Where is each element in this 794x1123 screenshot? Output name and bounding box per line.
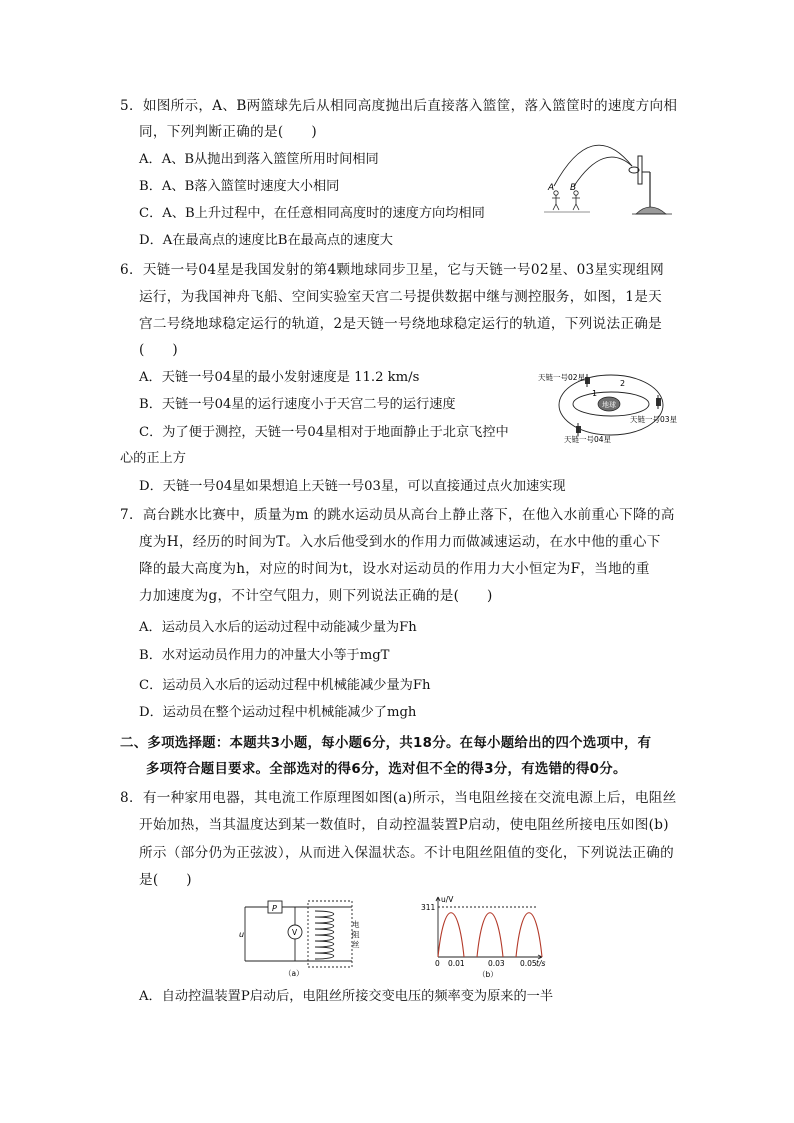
q8-axis-y-label: u/V <box>441 895 454 904</box>
q5-option-a: A．A、B从抛出到落入篮筐所用时间相同 <box>139 152 379 167</box>
q8-stem-line1: 8．有一种家用电器，其电流工作原理图如图(a)所示，当电阻丝接在交流电源上后，电阻丝 <box>120 790 677 806</box>
q6-option-b: B．天链一号04星的运行速度小于天宫二号的运行速度 <box>139 397 456 412</box>
q5-option-b: B．A、B落入篮筐时速度大小相同 <box>139 179 340 194</box>
q7-stem-line3: 降的最大高度为h，对应的时间为t，设水对运动员的作用力大小恒定为F，当地的重 <box>139 561 650 577</box>
q7-stem-line1: 7．高台跳水比赛中，质量为m 的跳水运动员从高台上静止落下，在他入水前重心下降的高 <box>120 507 675 523</box>
q8-stem-line3: 所示（部分仍为正弦波），从而进入保温状态。不计电阻丝阻值的变化，下列说法正确的 <box>139 845 675 861</box>
q8-caption-b: （b） <box>478 970 498 979</box>
q5-stem-line1: 5．如图所示，A、B两篮球先后从相同高度抛出后直接落入篮筐，落入篮筐时的速度方向相 <box>120 98 678 114</box>
q7-option-b: B．水对运动员作用力的冲量大小等于mgT <box>139 648 390 663</box>
q6-option-c-cont: 心的正上方 <box>120 451 186 466</box>
q5-basketball-figure <box>532 146 682 226</box>
q8-tick-003: 0.03 <box>488 959 505 968</box>
q8-label-voltmeter: V <box>292 928 298 937</box>
q8-stem-line2: 开始加热，当其温度达到某一数值时，自动控温装置P启动，使电阻丝所接电压如图(b) <box>139 817 669 833</box>
q7-stem-line4: 力加速度为g，不计空气阻力，则下列说法正确的是( ) <box>139 588 493 604</box>
q6-stem-line4: ( ) <box>139 342 178 358</box>
q8-peak-label: 311 <box>421 903 436 912</box>
q7-option-a: A．运动员入水后的运动过程中动能减少量为Fh <box>139 620 417 635</box>
q6-label-sat-03: 天链一号03星 <box>630 415 678 424</box>
q8-label-resistor-3: 丝 <box>352 940 360 949</box>
section2-header-line1: 二、多项选择题：本题共3小题，每小题6分，共18分。在每小题给出的四个选项中，有 <box>120 736 652 751</box>
q8-tick-005: 0.05 <box>520 959 537 968</box>
q6-label-orbit-1: 1 <box>592 389 598 398</box>
q8-label-resistor-2: 阻 <box>352 930 360 939</box>
q6-option-c: C．为了便于测控，天链一号04星相对于地面静止于北京飞控中 <box>139 425 509 440</box>
q5-stem-line2: 同，下列判断正确的是( ) <box>139 124 317 140</box>
q8-waveform-figure <box>420 893 550 979</box>
q6-label-sat-04: 天链一号04星 <box>564 435 612 444</box>
q6-label-orbit-2: 2 <box>620 379 626 388</box>
q7-option-c: C．运动员入水后的运动过程中机械能减少量为Fh <box>139 678 431 693</box>
section2-header-line2: 多项符合题目要求。全部选对的得6分，选对但不全的得3分，有选错的得0分。 <box>146 762 627 777</box>
q8-circuit-figure <box>240 895 370 979</box>
q8-stem-line4: 是( ) <box>139 872 192 888</box>
q8-caption-a: （a） <box>284 969 304 978</box>
q7-stem-line2: 度为H，经历的时间为T。入水后他受到水的作用力而做减速运动，在水中他的重心下 <box>139 534 661 550</box>
q5-option-c: C．A、B上升过程中，在任意相同高度时的速度方向均相同 <box>139 206 485 221</box>
q6-label-earth: 地球 <box>602 401 616 409</box>
q5-label-a: A <box>548 183 555 193</box>
q6-stem-line2: 运行，为我国神舟飞船、空间实验室天宫二号提供数据中继与测控服务，如图，1是天 <box>139 289 663 305</box>
q6-option-a: A．天链一号04星的最小发射速度是 11.2 km/s <box>139 370 420 385</box>
q8-tick-0: 0 <box>435 959 440 968</box>
q6-label-sat-02: 天链一号02星 <box>538 373 586 382</box>
q8-label-u: u <box>239 930 245 939</box>
q6-option-d: D．天链一号04星如果想追上天链一号03星，可以直接通过点火加速实现 <box>139 479 566 494</box>
q8-label-p: P <box>272 904 277 913</box>
q7-option-d: D．运动员在整个运动过程中机械能减少了mgh <box>139 705 417 720</box>
q5-label-b: B <box>570 183 577 193</box>
q8-option-a: A．自动控温装置P启动后，电阻丝所接交变电压的频率变为原来的一半 <box>139 989 554 1004</box>
q8-label-resistor-1: 电 <box>352 920 360 929</box>
q8-tick-001: 0.01 <box>448 959 465 968</box>
q6-orbit-figure <box>534 370 724 444</box>
q8-axis-x-label: t/s <box>536 959 546 968</box>
q6-stem-line3: 宫二号绕地球稳定运行的轨道，2是天链一号绕地球稳定运行的轨道，下列说法正确是 <box>139 316 663 332</box>
q6-stem-line1: 6．天链一号04星是我国发射的第4颗地球同步卫星，它与天链一号02星、03星实现组网 <box>120 262 664 278</box>
q5-option-d: D．A在最高点的速度比B在最高点的速度大 <box>139 233 393 248</box>
